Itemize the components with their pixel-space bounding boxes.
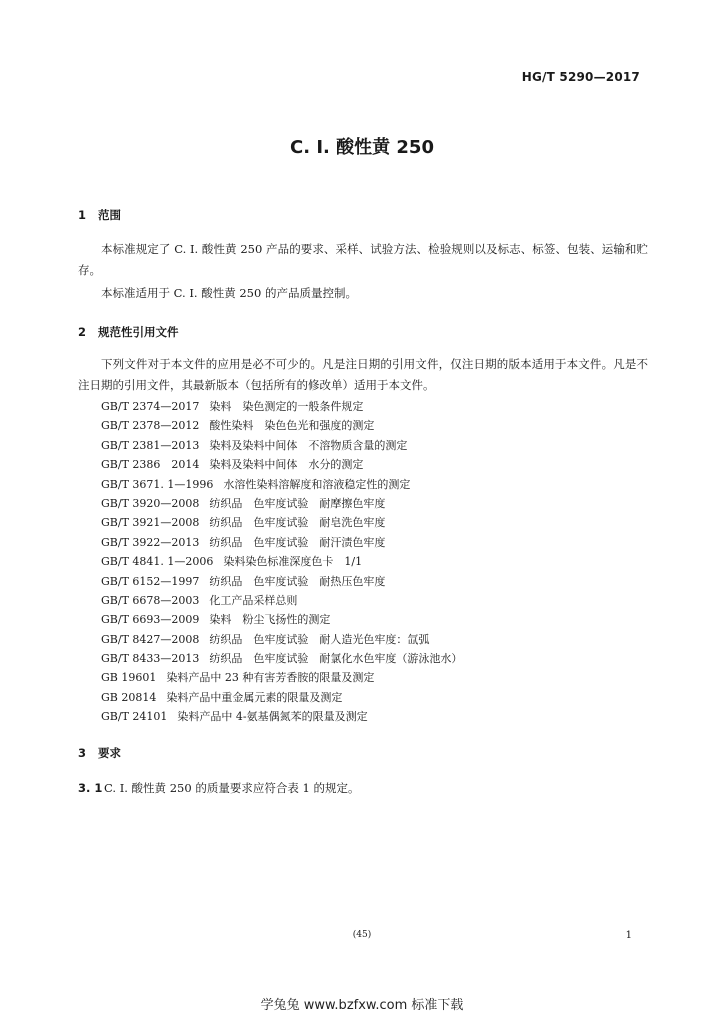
clause-text: C. I. 酸性黄 250 的质量要求应符合表 1 的规定。 (104, 781, 360, 795)
scope-paragraph-1: 本标准规定了 C. I. 酸性黄 250 产品的要求、采样、试验方法、检验规则以及标志、标签、包装、运输和贮存。 (78, 242, 648, 277)
reference-item (101, 630, 462, 649)
reference-item (101, 436, 462, 455)
section-number: 3 (78, 746, 87, 760)
reference-title: 染料染色标准深度色卡 1/1 (223, 555, 363, 569)
reference-item (101, 707, 462, 726)
site-watermark: 学兔兔 www.bzfxw.com 标准下载 (260, 998, 464, 1013)
reference-code: GB/T 24101 (101, 710, 168, 724)
reference-code: GB/T 3922—2013 (101, 535, 200, 549)
reference-item (101, 513, 462, 532)
reference-item (101, 416, 462, 435)
reference-code: GB 20814 (101, 690, 157, 704)
section-number: 2 (78, 325, 87, 339)
reference-item (101, 688, 462, 707)
reference-code: GB/T 6152—1997 (101, 574, 200, 588)
section-2-heading (78, 324, 179, 340)
reference-item (101, 610, 462, 629)
reference-title: 纺织品 色牢度试验 耐皂洗色牢度 (209, 516, 386, 530)
reference-title: 染料产品中 23 种有害芳香胺的限量及测定 (166, 671, 375, 685)
reference-code: GB/T 3920—2008 (101, 496, 200, 510)
reference-item (101, 397, 462, 416)
reference-list (101, 397, 462, 727)
reference-item (101, 572, 462, 591)
reference-code: GB/T 6693—2009 (101, 613, 200, 627)
reference-item (101, 455, 462, 474)
reference-title: 染料 染色测定的一般条件规定 (209, 400, 364, 413)
reference-code: GB/T 2386 2014 (101, 458, 200, 472)
section-title: 范围 (98, 208, 121, 222)
section-number: 1 (78, 208, 87, 222)
reference-title: 染料产品中 4-氨基偶氮苯的限量及测定 (177, 710, 368, 724)
reference-title: 纺织品 色牢度试验 耐热压色牢度 (209, 574, 386, 588)
reference-code: GB/T 6678—2003 (101, 593, 200, 607)
reference-code: GB/T 2381—2013 (101, 438, 200, 452)
scope-paragraph-2: 本标准适用于 C. I. 酸性黄 250 的产品质量控制。 (101, 286, 357, 300)
reference-item (101, 475, 462, 494)
reference-title: 纺织品 色牢度试验 耐人造光色牢度：氙弧 (209, 632, 430, 646)
reference-code: GB 19601 (101, 671, 157, 685)
standard-code: HG/T 5290—2017 (521, 70, 640, 84)
clause-3-1 (78, 780, 359, 796)
reference-title: 染料及染料中间体 不溶物质含量的测定 (209, 438, 408, 452)
reference-item (101, 591, 462, 610)
reference-item (101, 552, 462, 571)
reference-code: GB/T 4841. 1—2006 (101, 555, 214, 569)
section-title: 规范性引用文件 (98, 325, 179, 339)
clause-number: 3. 1 (78, 781, 103, 795)
reference-code: GB/T 8427—2008 (101, 632, 200, 646)
page-number: 1 (625, 930, 632, 941)
reference-title: 染料产品中重金属元素的限量及测定 (166, 690, 343, 704)
reference-item (101, 649, 462, 668)
normative-references-intro: 下列文件对于本文件的应用是必不可少的。凡是注日期的引用文件，仅注日期的版本适用于本文件。凡是不注日期的引用文件，其最新版本（包括所有的修改单）适用于本文件。 (78, 357, 648, 392)
reference-code: GB/T 3921—2008 (101, 516, 200, 530)
reference-title: 酸性染料 染色色光和强度的测定 (209, 419, 375, 433)
section-1-heading (78, 207, 121, 223)
reference-title: 染料 粉尘飞扬性的测定 (209, 613, 331, 627)
reference-code: GB/T 2374—2017 (101, 400, 200, 413)
folio-number: (45) (352, 930, 372, 940)
reference-title: 化工产品采样总则 (209, 593, 298, 607)
reference-title: 纺织品 色牢度试验 耐氯化水色牢度（游泳池水） (209, 652, 463, 666)
reference-title: 染料及染料中间体 水分的测定 (209, 458, 364, 472)
reference-item (101, 533, 462, 552)
section-title: 要求 (98, 746, 121, 760)
section-3-heading (78, 745, 121, 761)
reference-code: GB/T 8433—2013 (101, 652, 200, 666)
reference-item (101, 494, 462, 513)
document-title: C. I. 酸性黄 250 (290, 137, 434, 158)
reference-title: 水溶性染料溶解度和溶液稳定性的测定 (223, 477, 411, 491)
reference-title: 纺织品 色牢度试验 耐摩擦色牢度 (209, 496, 386, 510)
reference-item (101, 668, 462, 687)
reference-code: GB/T 3671. 1—1996 (101, 477, 214, 491)
reference-title: 纺织品 色牢度试验 耐汗渍色牢度 (209, 535, 386, 549)
reference-code: GB/T 2378—2012 (101, 419, 200, 433)
